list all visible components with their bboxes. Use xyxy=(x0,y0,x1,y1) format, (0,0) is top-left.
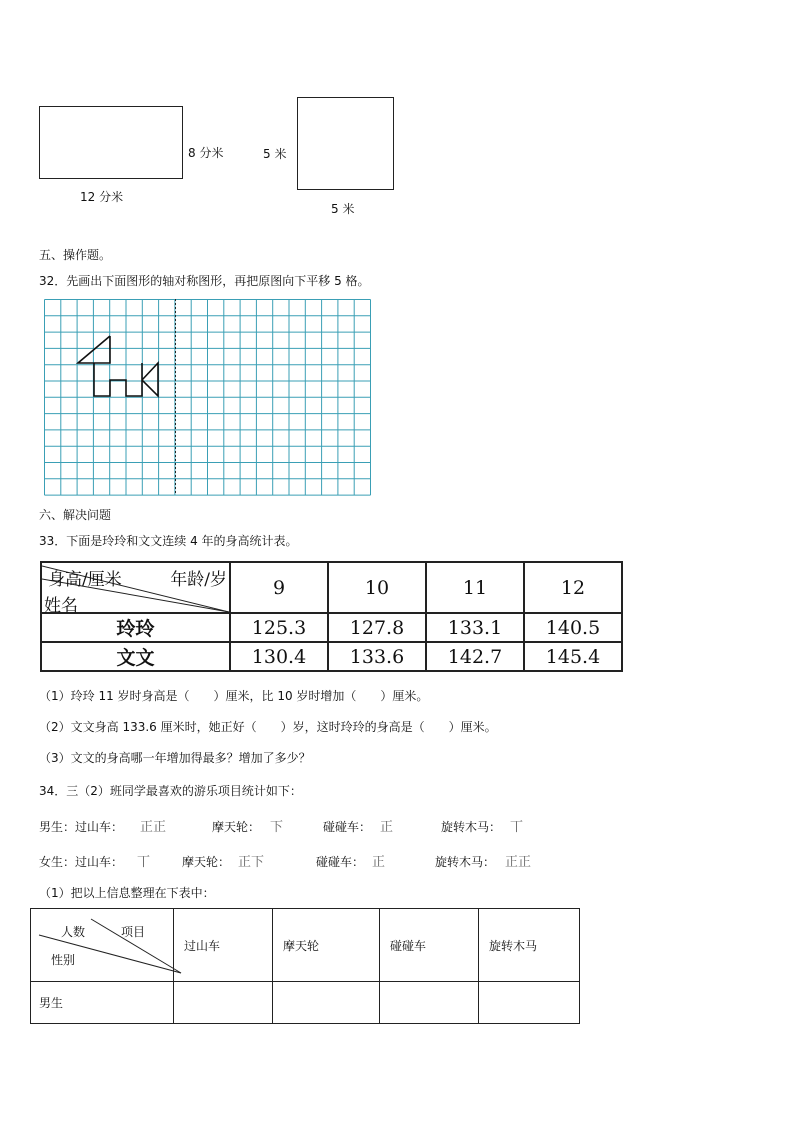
question-34-1: （1）把以上信息整理在下表中： xyxy=(39,886,215,900)
height-cell: 125.3 xyxy=(230,613,328,642)
boys-coaster-tally: 正正 xyxy=(140,820,167,835)
girls-carousel-label: 旋转木马： xyxy=(435,855,496,869)
height-table xyxy=(40,561,623,672)
table-row xyxy=(31,982,580,1024)
height-cell: 127.8 xyxy=(328,613,426,642)
square-left-label: 5 米 xyxy=(263,147,287,161)
age-header: 12 xyxy=(524,562,622,613)
fun-header: 碰碰车 xyxy=(380,909,479,982)
boys-carousel-label: 旋转木马： xyxy=(441,820,502,834)
girls-bumper-label: 碰碰车： xyxy=(316,855,365,869)
fun-table-corner xyxy=(31,909,174,982)
boys-label: 男生：过山车： xyxy=(39,820,124,834)
question-33-3: （3）文文的身高哪一年增加得最多？增加了多少？ xyxy=(39,751,311,765)
boys-bumper-tally: 正 xyxy=(380,820,394,835)
rect-width-label: 12 分米 xyxy=(80,190,124,204)
row-name: 文文 xyxy=(41,642,230,671)
fun-header: 旋转木马 xyxy=(479,909,580,982)
blank-cell[interactable] xyxy=(479,982,580,1024)
row-label-boys: 男生 xyxy=(31,982,174,1024)
height-cell: 133.1 xyxy=(426,613,524,642)
girls-label: 女生：过山车： xyxy=(39,855,124,869)
drawing-grid xyxy=(44,299,374,496)
height-cell: 133.6 xyxy=(328,642,426,671)
corner-item-label: 项目 xyxy=(121,925,146,939)
fun-header: 过山车 xyxy=(174,909,273,982)
question-34: 34．三（2）班同学最喜欢的游乐项目统计如下： xyxy=(39,784,302,798)
age-header: 9 xyxy=(230,562,328,613)
height-table-corner xyxy=(41,562,230,616)
girls-carousel-tally: 正正 xyxy=(505,855,532,870)
corner-age-label: 年龄/岁 xyxy=(170,570,227,590)
height-cell: 145.4 xyxy=(524,642,622,671)
section5-title: 五、操作题。 xyxy=(39,248,112,262)
table-row xyxy=(41,613,622,642)
rect-height-label: 8 分米 xyxy=(188,146,224,160)
fun-header: 摩天轮 xyxy=(273,909,380,982)
age-header: 11 xyxy=(426,562,524,613)
blank-cell[interactable] xyxy=(380,982,479,1024)
girls-wheel-label: 摩天轮： xyxy=(182,855,231,869)
table-row xyxy=(41,642,622,671)
boys-wheel-tally: 下 xyxy=(270,820,284,835)
girls-wheel-tally: 正下 xyxy=(238,855,265,870)
blank-cell[interactable] xyxy=(273,982,380,1024)
square-bottom-label: 5 米 xyxy=(331,202,355,216)
boys-bumper-label: 碰碰车： xyxy=(323,820,372,834)
row-name: 玲玲 xyxy=(41,613,230,642)
rectangle-figure xyxy=(39,106,183,179)
question-33-2: （2）文文身高 133.6 厘米时，她正好（ ）岁，这时玲玲的身高是（ ）厘米。 xyxy=(39,720,497,734)
corner-height-label: 身高/厘米 xyxy=(48,570,122,590)
fun-table xyxy=(30,908,580,1024)
boys-carousel-tally: 丅 xyxy=(510,820,524,835)
original-shape xyxy=(78,336,158,396)
question-33: 33．下面是玲玲和文文连续 4 年的身高统计表。 xyxy=(39,534,298,548)
height-cell: 140.5 xyxy=(524,613,622,642)
age-header: 10 xyxy=(328,562,426,613)
boys-wheel-label: 摩天轮： xyxy=(212,820,261,834)
corner-count-label: 人数 xyxy=(61,925,86,939)
corner-name-label: 姓名 xyxy=(44,596,78,616)
question-33-1: （1）玲玲 11 岁时身高是（ ）厘米，比 10 岁时增加（ ）厘米。 xyxy=(39,689,429,703)
corner-gender-label: 性别 xyxy=(51,953,76,967)
girls-coaster-tally: 丅 xyxy=(137,855,151,870)
square-figure xyxy=(297,97,394,190)
height-cell: 130.4 xyxy=(230,642,328,671)
height-cell: 142.7 xyxy=(426,642,524,671)
question-32: 32．先画出下面图形的轴对称图形，再把原图向下平移 5 格。 xyxy=(39,274,370,288)
girls-bumper-tally: 正 xyxy=(372,855,386,870)
section6-title: 六、解决问题 xyxy=(39,508,112,522)
blank-cell[interactable] xyxy=(174,982,273,1024)
